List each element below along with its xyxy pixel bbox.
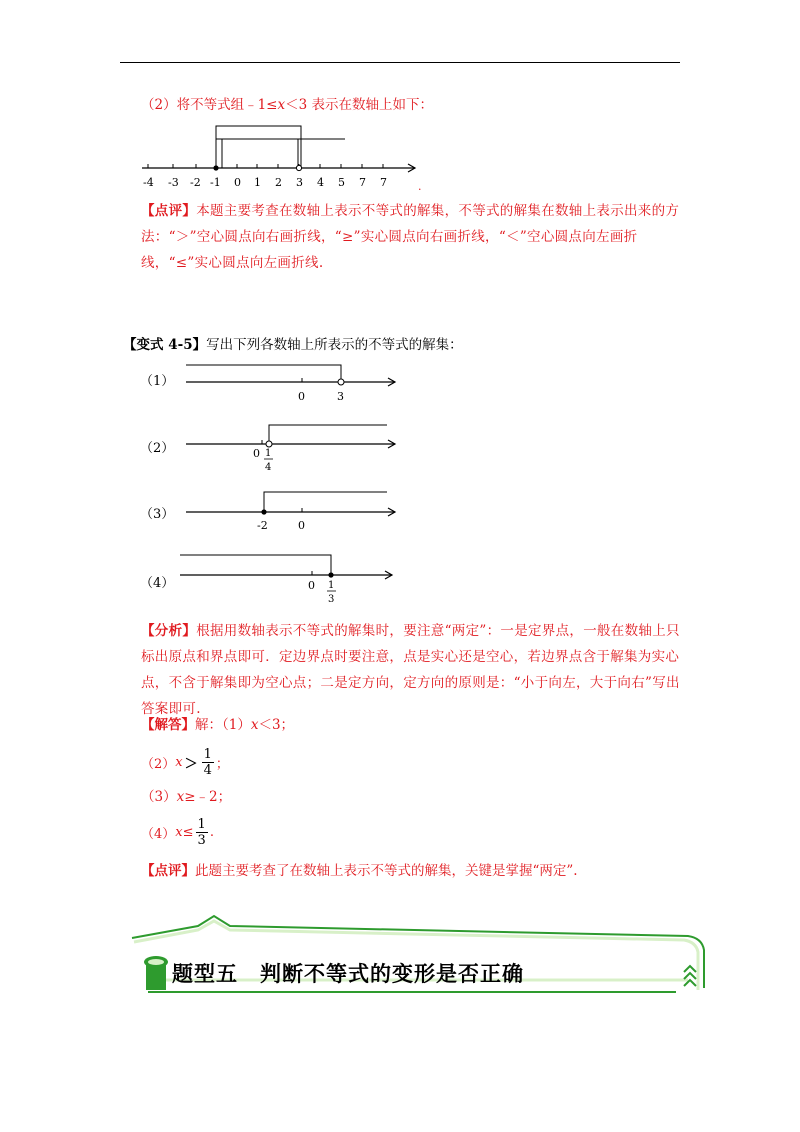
tick-label: 0 <box>234 176 241 189</box>
a2-label: （2） <box>141 756 176 772</box>
tick-label: -1 <box>210 176 221 189</box>
a1-label: （1） <box>222 717 251 733</box>
comment2-tag: 【点评】 <box>141 863 195 879</box>
a3-var: x <box>176 789 185 805</box>
frac-num: 1 <box>328 580 335 591</box>
a1-var: x <box>250 717 259 733</box>
a2-end: ； <box>215 756 229 772</box>
a2-den: 4 <box>203 762 212 778</box>
part2-label: （2） <box>141 97 177 113</box>
answer-intro: 解： <box>195 717 222 733</box>
tick-label: 3 <box>296 176 303 189</box>
part2-var: x <box>277 97 286 113</box>
a4-end: . <box>209 824 214 840</box>
variant-heading <box>123 332 463 358</box>
variant-text: 写出下列各数轴上所表示的不等式的解集： <box>206 337 463 353</box>
comment1 <box>141 198 681 276</box>
a4-den: 3 <box>197 832 206 848</box>
part2-text-b: ＜3 表示在数轴上如下： <box>285 97 434 113</box>
a3-label: （3） <box>141 789 177 805</box>
line3-label: （3） <box>140 507 175 522</box>
tick-label: 5 <box>338 176 345 189</box>
hollow-point <box>338 379 344 385</box>
part2-text-a: 将不等式组﹣1≤ <box>176 97 278 113</box>
solid-point <box>213 165 218 170</box>
a2-var: x <box>175 754 183 770</box>
a1-rest: ＜3； <box>258 717 295 733</box>
a2-op: ＞ <box>184 756 198 772</box>
axis-ticks <box>148 164 383 168</box>
frac-den: 4 <box>265 462 272 473</box>
header-rule <box>120 62 680 63</box>
part2-line <box>141 92 433 118</box>
a4-op: ≤ <box>182 824 194 840</box>
tick-label: 0 <box>298 519 305 532</box>
tick-label: 2 <box>275 176 282 189</box>
comment1-tag: 【点评】 <box>141 203 197 219</box>
answer-line-4 <box>141 812 214 852</box>
answer-line-2 <box>141 742 229 782</box>
a3-rest: ≥﹣2； <box>184 789 232 805</box>
line4-label: （4） <box>140 576 175 591</box>
analysis <box>141 618 681 722</box>
a4-label: （4） <box>141 826 176 842</box>
answer-line-3 <box>141 784 231 810</box>
tick-label: -4 <box>143 176 154 189</box>
a2-num: 1 <box>203 746 212 762</box>
frac-den: 3 <box>328 594 335 605</box>
tick-label: -2 <box>190 176 201 189</box>
tick-label: 0 <box>308 579 315 592</box>
solid-point <box>261 509 266 514</box>
number-line-3 <box>180 487 400 537</box>
analysis-text: 根据用数轴表示不等式的解集时，要注意“两定”：一是定界点，一般在数轴上只标出原点和界点即可．定边界点时要注意，点是实心还是空心，若边界点含于解集为实心点，不含于解集即为空心点；二是定方向，定方向的原则是：“小于向左，大于向右”写出答案即可. <box>141 623 680 717</box>
hollow-point <box>296 165 301 170</box>
number-line-1 <box>180 362 400 412</box>
number-line-2 <box>180 422 400 482</box>
section-title: 题型五 判断不等式的变形是否正确 <box>172 962 524 986</box>
line2-label: （2） <box>140 441 175 456</box>
tick-label: -3 <box>168 176 179 189</box>
a4-var: x <box>175 824 183 840</box>
frac-num: 1 <box>265 448 272 459</box>
answer-line-1 <box>141 712 294 738</box>
comment2 <box>141 858 578 884</box>
analysis-tag: 【分析】 <box>141 623 197 639</box>
tick-label: -2 <box>257 519 268 532</box>
a4-num: 1 <box>197 816 206 832</box>
tick-label: 4 <box>317 176 324 189</box>
tick-label: 7 <box>359 176 366 189</box>
comment1-text: 本题主要考查在数轴上表示不等式的解集，不等式的解集在数轴上表示出来的方法：“＞”空心圆点向右画折线，“≥”实心圆点向右画折线，“＜”空心圆点向左画折线，“≤”实心圆点向左画折线. <box>141 203 680 271</box>
tick-label: 0 <box>298 390 305 403</box>
banner-bullet-icon <box>144 956 168 990</box>
tick-label: 7 <box>380 176 387 189</box>
solid-point <box>328 572 333 577</box>
answer-tag: 【解答】 <box>141 717 195 733</box>
trailing-dot: . <box>418 180 422 193</box>
bracket-upper <box>216 126 301 168</box>
tick-label: 3 <box>337 390 344 403</box>
number-line-4 <box>175 550 400 610</box>
comment2-text: 此题主要考查了在数轴上表示不等式的解集，关键是掌握“两定”. <box>195 863 578 879</box>
number-line-main <box>130 118 430 198</box>
tick-label: 1 <box>254 176 261 189</box>
hollow-point <box>266 441 272 447</box>
chevrons-up-icon <box>684 966 696 986</box>
tick-label: 0 <box>253 447 260 460</box>
line1-label: （1） <box>140 374 175 389</box>
variant-tag: 【变式 4-5】 <box>123 337 207 353</box>
